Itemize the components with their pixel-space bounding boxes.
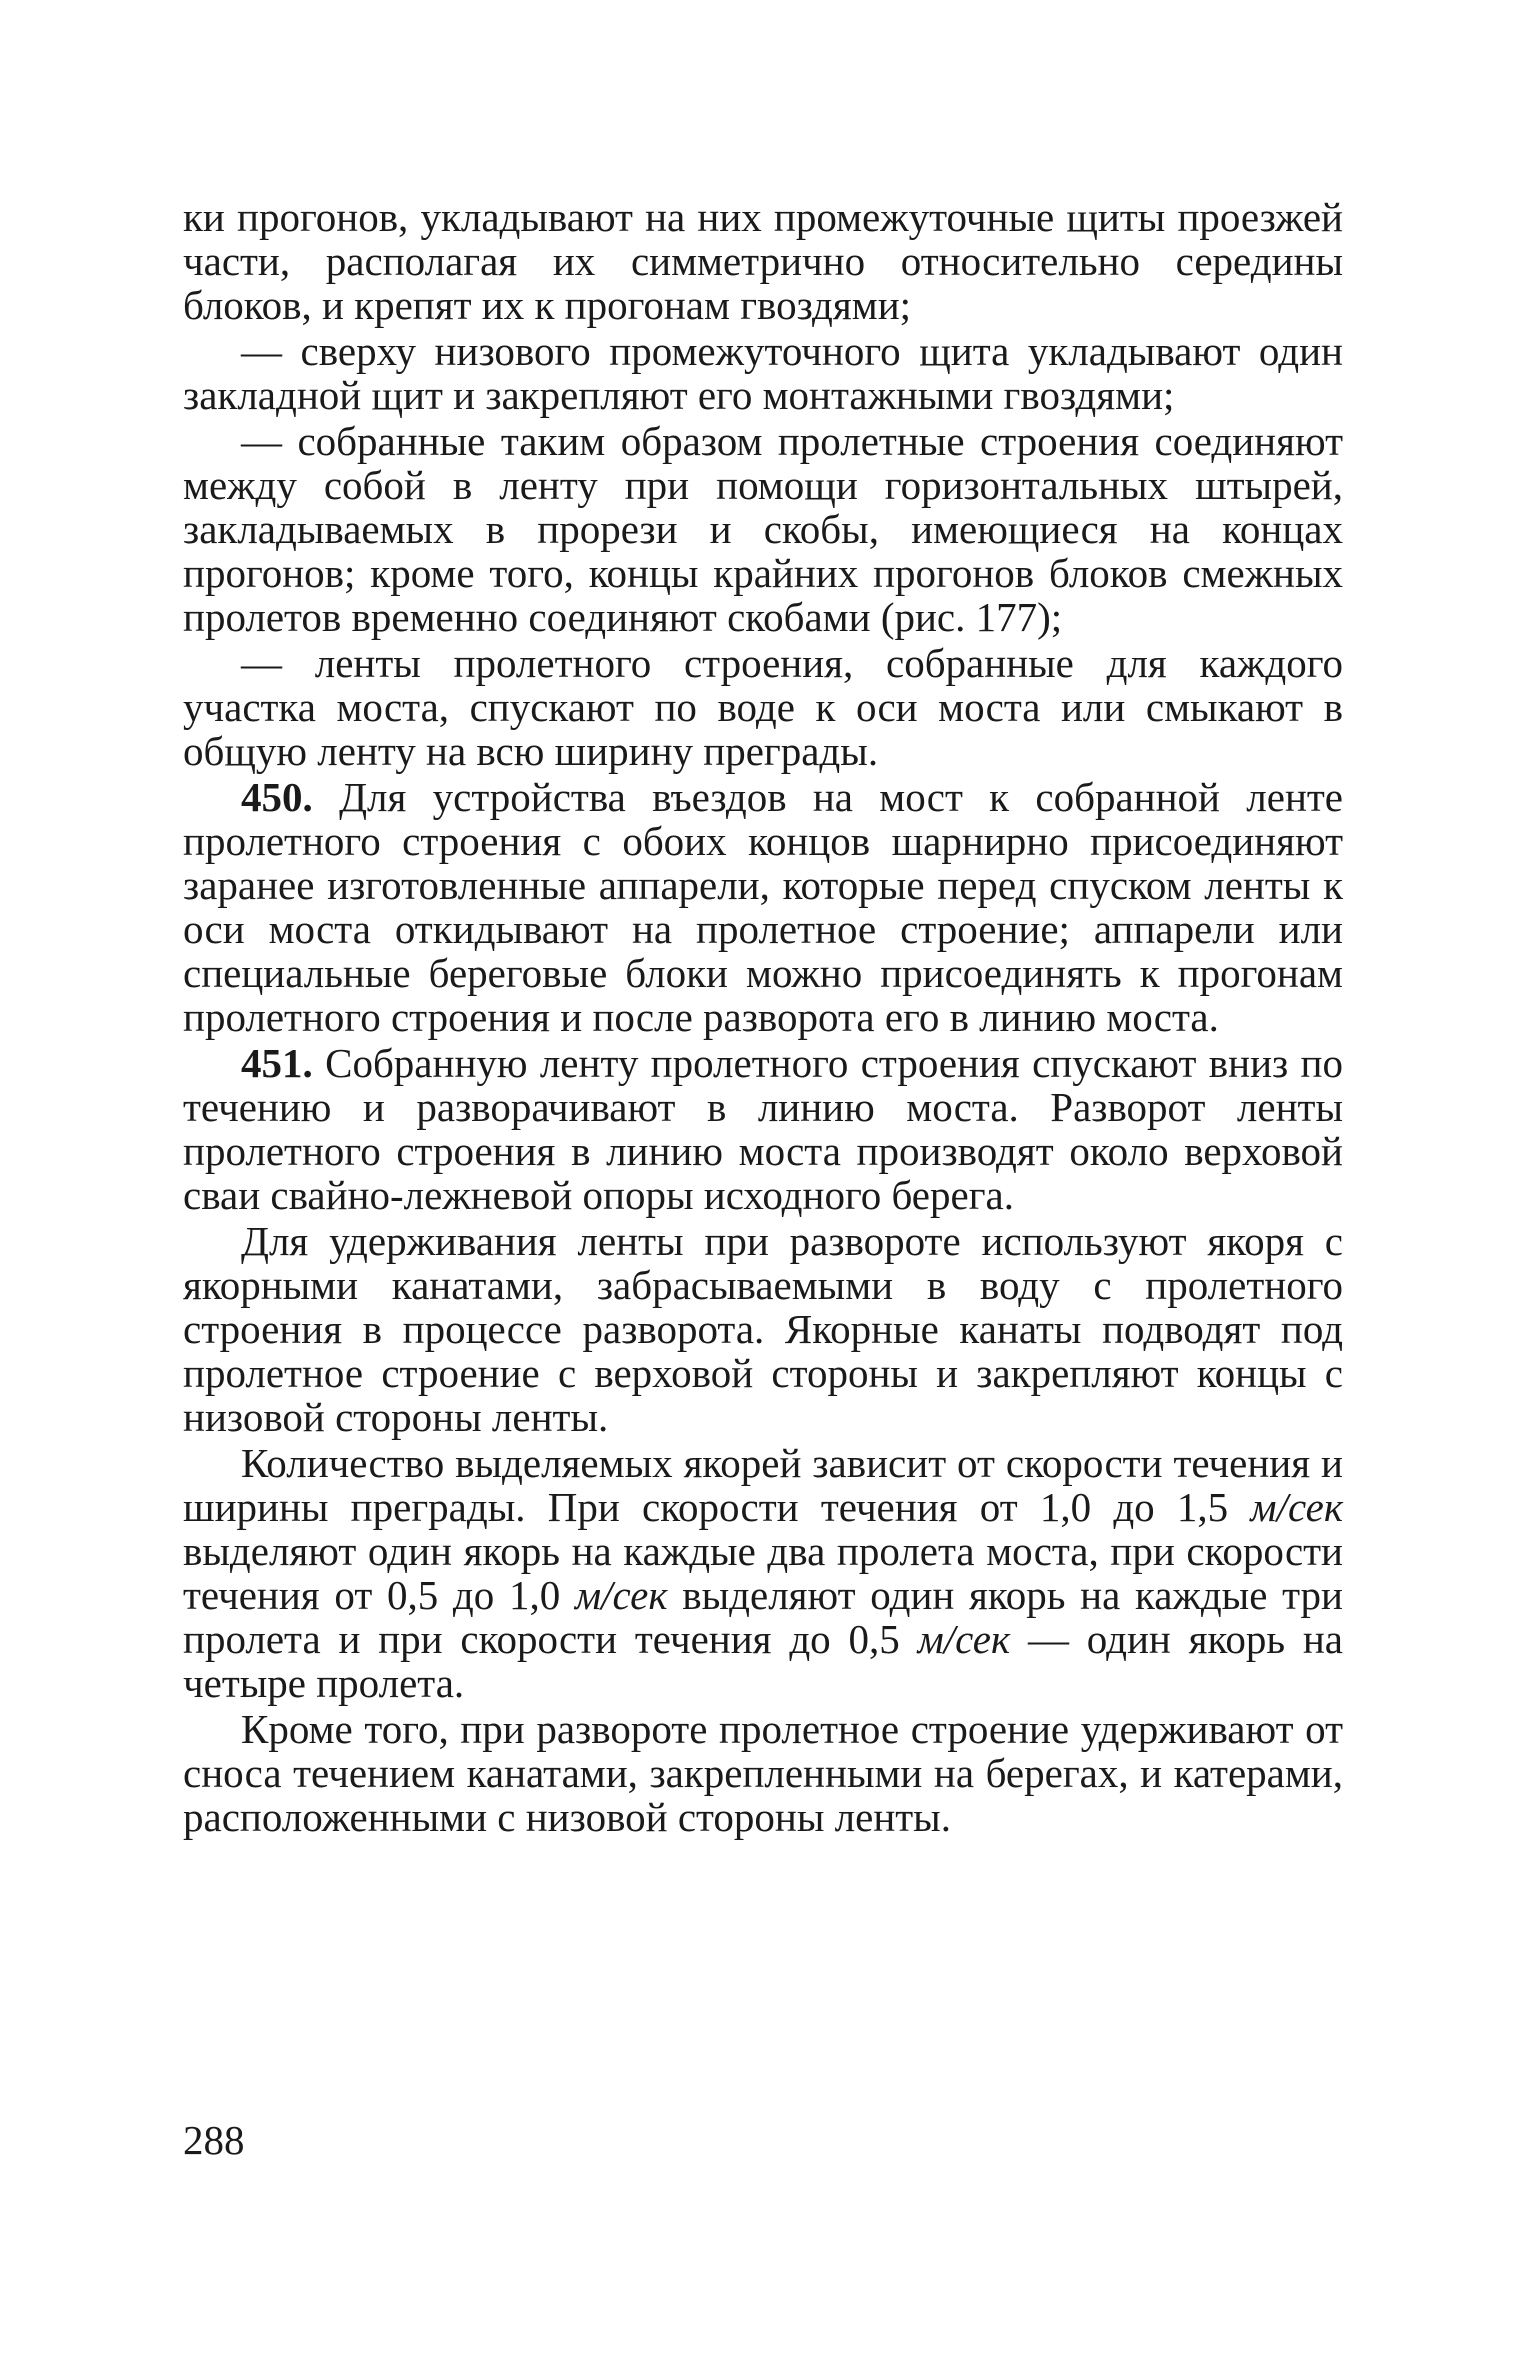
unit-speed: м/сек: [917, 1616, 1011, 1662]
paragraph-text: Собранную ленту пролетного строения спускают вниз по течению и разворачивают в линию моста. Разворот ленты пролетного строения в линию моста производят около верховой сваи свайно-лежневой опоры исходного берега.: [183, 1040, 1343, 1218]
paragraph: — собранные таким образом пролетные строения соединяют между собой в ленту при помощи горизонтальных штырей, закладываемых в прорези и скобы, имеющиеся на концах прогонов; кроме того, концы крайних прогонов блоков смежных пролетов временно соединяют скобами (рис. 177);: [183, 418, 1343, 640]
text-segment: выделяют один якорь на каждые два пролета моста, при скорости течения от 0,5 до 1,0: [183, 1528, 1343, 1618]
paragraph-450: [183, 775, 1343, 1039]
unit-speed: м/сек: [574, 1572, 668, 1618]
paragraph-text: Для устройства въездов на мост к собранной ленте пролетного строения с обоих концов шарнирно присоединяют заранее изготовленные аппарели, которые перед спуском ленты к оси моста откидывают на пролетное строение; аппарели или специальные береговые блоки можно присоединять к прогонам пролетного строения и после разворота его в линию моста.: [183, 774, 1344, 1040]
text-segment: выделяют один якорь на каждые три пролета и при скорости течения до 0,5: [183, 1572, 1343, 1662]
unit-speed: м/сек: [1250, 1484, 1343, 1530]
paragraph: Кроме того, при развороте пролетное строение удерживают от сноса течением канатами, закрепленными на берегах, и катерами, расположенными с низовой стороны ленты.: [183, 1706, 1343, 1840]
paragraph: ки прогонов, укладывают на них промежуточные щиты проезжей части, располагая их симметрично относительно середины блоков, и крепят их к прогонам гвоздями;: [183, 194, 1343, 328]
paragraph-anchors: [183, 1441, 1343, 1705]
page-number: 288: [183, 2117, 245, 2163]
page-body: [183, 195, 1343, 1841]
paragraph-number: 451.: [241, 1040, 313, 1086]
paragraph-451: [183, 1041, 1343, 1217]
paragraph: — сверху низового промежуточного щита укладывают один закладной щит и закрепляют его монтажными гвоздями;: [183, 328, 1343, 418]
paragraph: — ленты пролетного строения, собранные для каждого участка моста, спускают по воде к оси моста или смыкают в общую ленту на всю ширину преграды.: [183, 640, 1343, 774]
paragraph-number: 450.: [241, 774, 313, 820]
text-segment: Количество выделяемых якорей зависит от скорости течения и ширины преграды. При скорости течения от 1,0 до 1,5: [183, 1440, 1343, 1530]
text-segment: — один якорь на четыре пролета.: [183, 1616, 1343, 1706]
paragraph: Для удерживания ленты при развороте используют якоря с якорными канатами, забрасываемыми в воду с пролетного строения в процессе разворота. Якорные канаты подводят под пролетное строение с верховой стороны и закрепляют концы с низовой стороны ленты.: [183, 1218, 1343, 1440]
